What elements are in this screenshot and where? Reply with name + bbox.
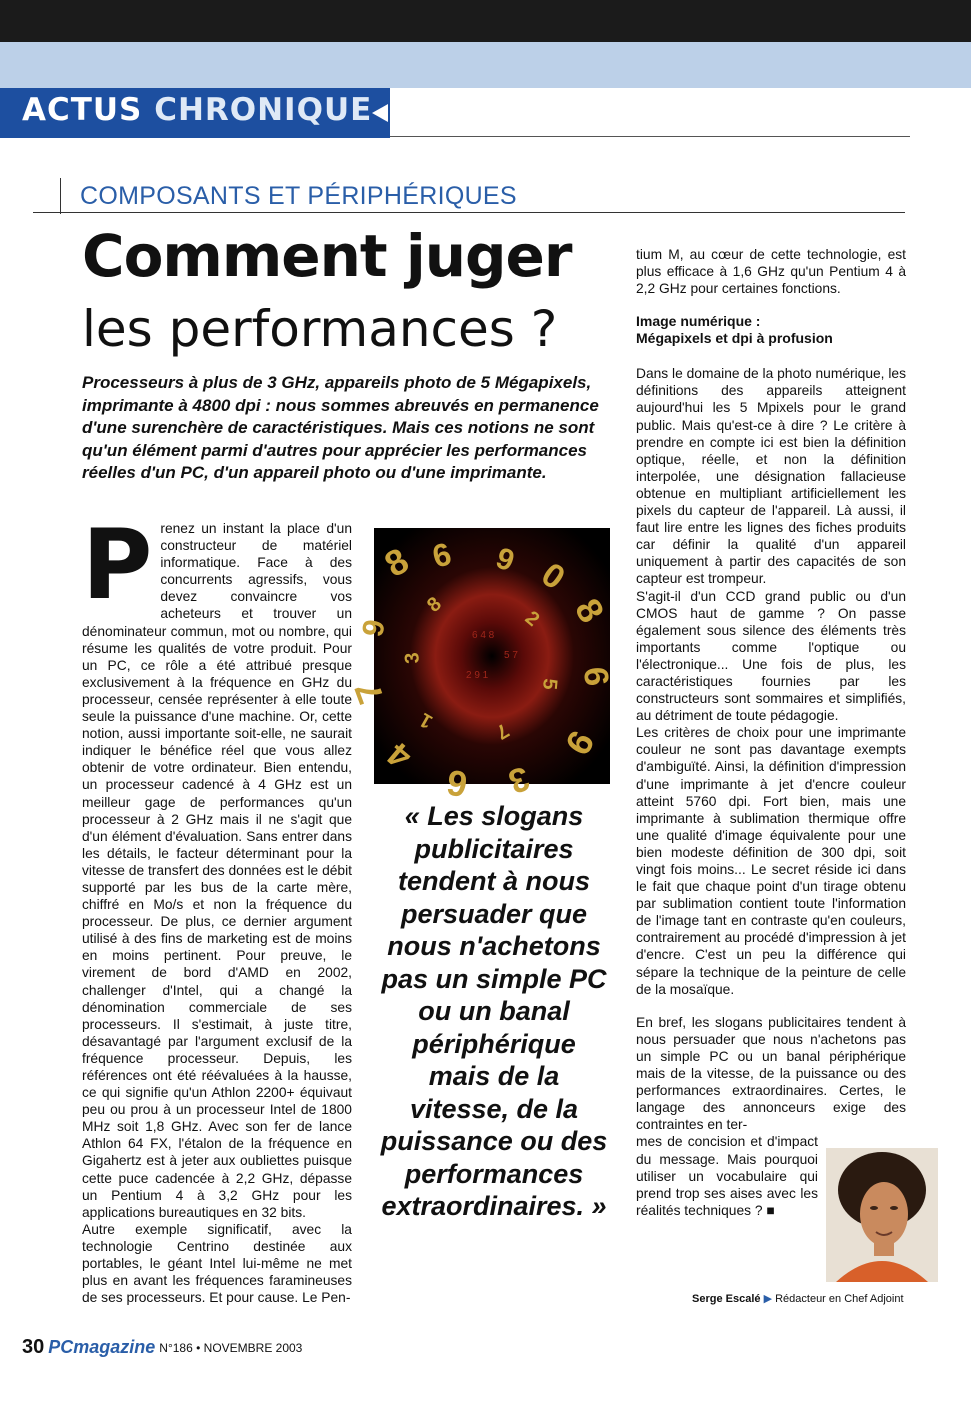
paragraph: Autre exemple significatif, avec la technologie Centrino destinée aux portables, le géant Intel lui-même ne met plus en avant les fréquences faramineuses de ses processeurs. Et pour cause. Le Pen- <box>82 1221 352 1306</box>
headline-line-2: les performances ? <box>82 300 558 358</box>
author-name: Serge Escalé <box>692 1293 761 1305</box>
subheading-line-2: Mégapixels et dpi à profusion <box>636 330 833 347</box>
paragraph: mes de concision et d'impact du message. Mais pourquoi utiliser un vocabulaire qui prend trop ses aises avec les réalités techniques ? ■ <box>636 1134 818 1218</box>
paragraph: tium M, au cœur de cette technologie, est plus efficace à 1,6 GHz qu'un Pentium 4 à 2,2 GHz pour certaines fonctions. <box>636 247 906 297</box>
article-column-3 <box>636 246 906 1219</box>
author-portrait <box>826 1148 938 1282</box>
svg-text:4: 4 <box>380 734 420 776</box>
svg-text:9: 9 <box>491 541 519 579</box>
rubric-rule <box>33 212 905 213</box>
rubric: COMPOSANTS ET PÉRIPHÉRIQUES <box>80 182 517 210</box>
svg-text:7: 7 <box>491 718 513 744</box>
subheading <box>636 313 906 347</box>
page-number: 30 <box>22 1336 45 1358</box>
section-title <box>22 92 372 128</box>
drop-cap: P <box>82 509 153 621</box>
section-word-2: CHRONIQUE <box>154 92 373 128</box>
author-role: Rédacteur en Chef Adjoint <box>775 1293 904 1305</box>
section-word-1: ACTUS <box>22 92 143 128</box>
paragraph: S'agit-il d'un CCD grand public ou d'un CMOS haut de gamme ? On passe également sous silence des éléments très importants comme l'optique ou l'électronique... Une fois de plus, les caractéristiques fournies par les constructeurs sont sommaires et simplifiés, au détriment de toute pédagogie. <box>636 588 906 724</box>
svg-text:5 7: 5 7 <box>504 650 518 661</box>
svg-text:6: 6 <box>576 665 616 688</box>
headline-line-1: Comment juger <box>82 222 572 290</box>
svg-text:3: 3 <box>503 758 535 801</box>
svg-text:8: 8 <box>423 592 446 617</box>
svg-text:8: 8 <box>567 591 613 630</box>
paragraph: Dans le domaine de la photo numérique, les définitions des appareils atteignent aujourd'hui les 5 Mpixels pour le grand public. Mais qu'est-ce à dire ? Le critère à prendre en compte ici est bien la définition optique, réelle, et non la définition interpolée, une désignation fallacieuse obtenue en multipliant artificiellement les pixels du capteur de l'appareil. Là aussi, il faut lire entre les lignes des fiches produits car définir la qualité d'un appareil uniquement à partir des capacités de son capteur est trompeur. <box>636 366 906 587</box>
top-dark-bar <box>0 0 971 42</box>
svg-text:2: 2 <box>520 606 544 631</box>
svg-text:7: 7 <box>346 676 392 710</box>
subheading-line-1: Image numérique : <box>636 313 761 330</box>
paragraph: Les critères de choix pour une imprimante couleur ne sont pas davantage exempts d'ambiguïté. Ainsi, la définition d'impression d'une imprimante à jet d'encre couleur atteint 5760 dpi. Fort bien, mais une imprimante à sublimation thermique offre une qualité d'image équivalente pour une bien modeste définition de 300 dpi, soit vingt fois moins... Le secret réside ici dans le fait que chaque point d'un tirage obtenu par sublimation contient toute l'information de l'image tant en contraste qu'en couleurs, contrairement au procédé d'impression à jet d'encre. C'est un peu la différence qui sépare la technique de la peinture de celle de la mosaïque. <box>636 725 906 997</box>
svg-text:9: 9 <box>557 724 603 762</box>
pull-quote: « Les slogans publicitaires tendent à nous persuader que nous n'achetons pas un simple PC ou un banal périphérique mais de la vitesse, de la puissance ou des performances extraordinaires. » <box>380 801 608 1221</box>
magazine-logo: PCmagazine <box>48 1337 156 1357</box>
standfirst: Processeurs à plus de 3 GHz, appareils photo de 5 Mégapixels, imprimante à 4800 dpi : nous sommes abreuvés en permanence d'une surenchère de caractéristiques. Mais ces notions ne sont qu'un élément parmi d'autres pour apprécier les performances réelles d'un PC, d'un appareil photo ou d'une imprimante. <box>82 373 599 482</box>
svg-text:3: 3 <box>401 651 424 665</box>
svg-text:2 9 1: 2 9 1 <box>466 670 489 681</box>
header-notch <box>372 104 388 122</box>
byline <box>692 1292 904 1305</box>
arrow-right-icon: ▶ <box>763 1293 773 1305</box>
rubric-divider <box>60 178 61 214</box>
paragraph-text: renez un instant la place d'un constructeur de matériel informatique. Face à des concurrents agressifs, vous devez convaincre vos acheteurs et trouver un dénominateur commun, mot ou nombre, qui résume les qualités de votre produit. Pour un PC, ce rôle a été attribué presque exclusivement à la fréquence en GHz du processeur, censée représenter à elle toute seule la puissance d'une machine. Or, cette notion, aussi importante soit-elle, ne saurait indiquer le bénéfice réel que vous allez obtenir de votre ordinateur. Bien entendu, un processeur cadencé à 4 GHz est un meilleur gage de performances qu'un processeur à 2 GHz mais il ne s'agit que d'un élément d'évaluation. Sans entrer dans les détails, le facteur déterminant pour la vitesse de transfert des données est le débit supporté par les bus de la carte mère, chiffré en Mo/s et non la fréquence du processeur. De plus, ce dernier argument utilisé à des fins de marketing est de moins en moins pertinent. Pour preuve, le virement de bord d'AMD en 2002, challenger d'Intel, qui a changé la dénomination commerciale de ses processeurs. Il s'estimait, à juste titre, désavantagé par l'argument exclusif de la fréquence processeur. Depuis, les références ont été réévaluées à la hausse, ce qui signifie qu'un Athlon 2200+ équivaut peu ou prou à un processeur Intel de 1800 MHz soit 1,8 GHz. Avec son fer de lance Athlon 64 FX, l'étalon de la fréquence en Gigahertz est à jeter aux oubliettes puisque cette puce cadencée à 2,2 GHz, dépasse un Pentium 4 à 3,2 GHz pour les applications bureautiques en 32 bits. <box>82 521 352 1220</box>
svg-text:6: 6 <box>428 535 456 575</box>
svg-text:1: 1 <box>415 708 437 733</box>
svg-text:5: 5 <box>538 677 561 691</box>
author-photo <box>826 1148 938 1282</box>
page-footer <box>22 1336 302 1359</box>
article-column-1 <box>82 509 352 1306</box>
numbers-photo <box>346 528 616 806</box>
svg-text:8: 8 <box>377 539 416 585</box>
paragraph <box>82 509 352 1221</box>
svg-text:9: 9 <box>356 617 392 640</box>
svg-text:6 4 8: 6 4 8 <box>472 630 495 641</box>
issue-info: N°186 • NOVEMBRE 2003 <box>159 1340 303 1355</box>
svg-text:6: 6 <box>443 761 471 806</box>
header-rule <box>390 136 910 137</box>
paragraph: En bref, les slogans publicitaires tendent à nous persuader que nous n'achetons pas un simple PC ou un banal périphérique mais de la vitesse, de la puissance ou des performances extraordinaires. Certes, le langage des annonceurs exige des contraintes en ter- <box>636 1014 906 1133</box>
header-band <box>0 42 971 88</box>
svg-text:0: 0 <box>534 555 572 598</box>
numbers-spiral-image <box>346 528 616 806</box>
